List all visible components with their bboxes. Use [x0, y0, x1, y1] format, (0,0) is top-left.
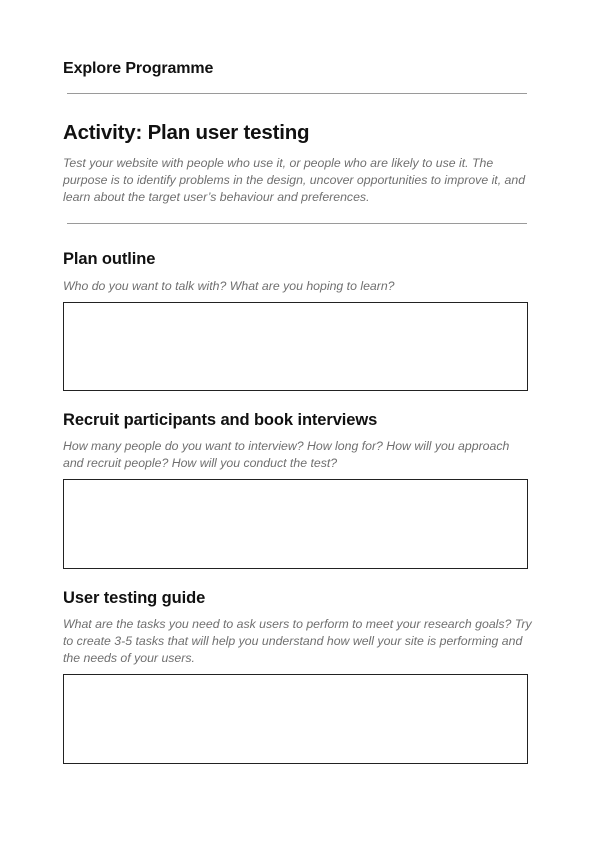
programme-label: Explore Programme [63, 60, 214, 77]
section-heading-plan-outline: Plan outline [63, 250, 156, 268]
answer-box-plan-outline[interactable] [63, 302, 528, 391]
activity-intro: Test your website with people who use it, or people who are likely to use it. The purpose is to identify problems in the design, uncover opportunities to improve it, and learn about the target user’s behaviour and preferences. [63, 156, 526, 204]
section-heading-recruit-participants: Recruit participants and book interviews [63, 411, 378, 429]
section-prompt-plan-outline: Who do you want to talk with? What are you hoping to learn? [63, 279, 395, 293]
section-prompt-user-testing-guide: What are the tasks you need to ask users to perform to meet your research goals? Try to create 3-5 tasks that will help you understand how well your site is performing and the needs of your users. [63, 617, 532, 665]
answer-box-user-testing-guide[interactable] [63, 674, 528, 764]
activity-title: Activity: Plan user testing [63, 121, 310, 144]
header-divider [67, 93, 527, 94]
answer-box-recruit-participants[interactable] [63, 479, 528, 569]
intro-divider [67, 223, 527, 224]
section-prompt-recruit-participants: How many people do you want to interview? How long for? How will you approach and recruit people? How will you conduct the test? [63, 439, 510, 470]
section-heading-user-testing-guide: User testing guide [63, 589, 206, 607]
